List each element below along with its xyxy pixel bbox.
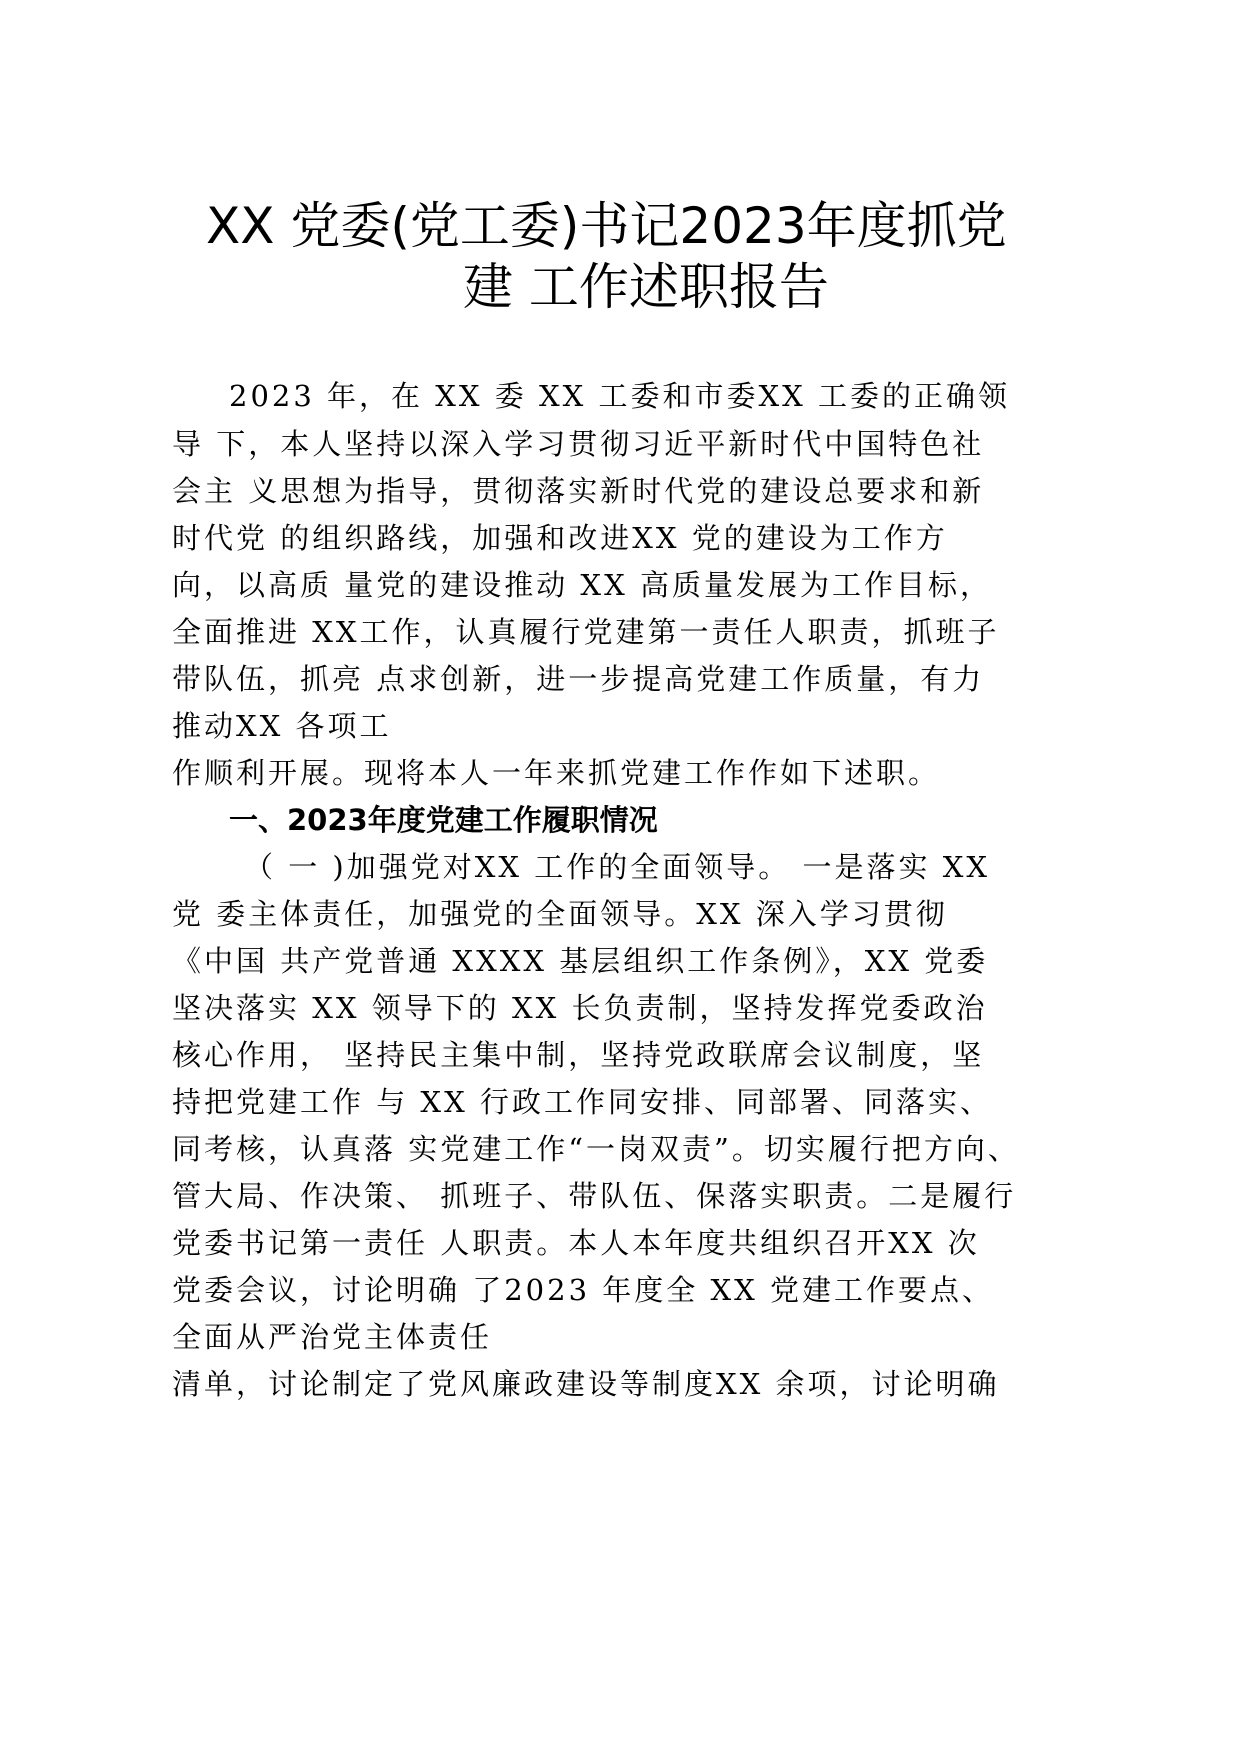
paragraph-2-line-4: 坚决落实 XX 领导下的 XX 长负责制，坚持发挥党委政治 <box>172 991 988 1025</box>
document-title-line-1: XX 党委(党工委)书记2023年度抓党 <box>206 197 1007 255</box>
paragraph-2-line-6: 持把党建工作 与 XX 行政工作同安排、同部署、同落实、 <box>172 1085 992 1119</box>
paragraph-2-line-8: 管大局、作决策、 抓班子、带队伍、保落实职责。二是履行 <box>172 1179 1017 1213</box>
paragraph-2-line-1: （ 一 )加强党对XX 工作的全面领导。 一是落实 XX <box>244 850 990 884</box>
section-heading-1: 一、2023年度党建工作履职情况 <box>229 803 658 837</box>
paragraph-1-line-5: 向，以高质 量党的建设推动 XX 高质量发展为工作目标， <box>172 568 992 602</box>
document-title-line-2: 建 工作述职报告 <box>463 258 829 316</box>
paragraph-1-line-6: 全面推进 XX工作，认真履行党建第一责任人职责，抓班子 <box>172 615 1000 649</box>
paragraph-1-line-2: 导 下，本人坚持以深入学习贯彻习近平新时代中国特色社 <box>172 427 985 461</box>
paragraph-1-line-7: 带队伍，抓亮 点求创新，进一步提高党建工作质量，有力 <box>172 662 985 696</box>
paragraph-2-line-10: 党委会议，讨论明确 了2023 年度全 XX 党建工作要点、 <box>172 1273 994 1307</box>
paragraph-2-line-12: 清单，讨论制定了党风廉政建设等制度XX 余项，讨论明确 <box>172 1367 1000 1401</box>
paragraph-1-line-3: 会主 义思想为指导，贯彻落实新时代党的建设总要求和新 <box>172 474 985 508</box>
paragraph-2-line-5: 核心作用， 坚持民主集中制，坚持党政联席会议制度，坚 <box>172 1038 985 1072</box>
paragraph-1-line-9: 作顺利开展。现将本人一年来抓党建工作作如下述职。 <box>172 756 941 790</box>
paragraph-1-line-1: 2023 年，在 XX 委 XX 工委和市委XX 工委的正确领 <box>229 379 1010 413</box>
paragraph-2-line-2: 党 委主体责任，加强党的全面领导。XX 深入学习贯彻 <box>172 897 948 931</box>
paragraph-1-line-8: 推动XX 各项工 <box>172 709 392 743</box>
paragraph-2-line-3: 《中国 共产党普通 XXXX 基层组织工作条例》，XX 党委 <box>172 944 989 978</box>
paragraph-1-line-4: 时代党 的组织路线，加强和改进XX 党的建设为工作方 <box>172 521 948 555</box>
paragraph-2-line-11: 全面从严治党主体责任 <box>172 1320 493 1354</box>
paragraph-2-line-7: 同考核，认真落 实党建工作“一岗双责”。切实履行把方向、 <box>172 1132 1020 1166</box>
paragraph-2-line-9: 党委书记第一责任 人职责。本人本年度共组织召开XX 次 <box>172 1226 980 1260</box>
